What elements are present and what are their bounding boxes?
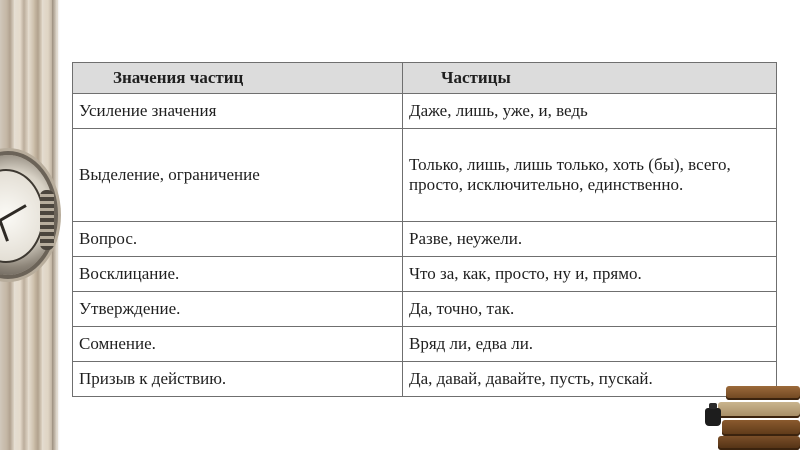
cell-particles: Даже, лишь, уже, и, ведь — [403, 94, 777, 129]
cell-particles: Вряд ли, едва ли. — [403, 327, 777, 362]
table-row — [73, 129, 777, 222]
book — [726, 386, 800, 400]
book — [718, 402, 800, 418]
particles-table — [72, 62, 777, 397]
inkwell-icon — [705, 408, 721, 426]
table-row — [73, 292, 777, 327]
books-icon — [718, 378, 800, 450]
cell-meaning: Усиление значения — [73, 94, 403, 129]
cell-meaning: Утверждение. — [73, 292, 403, 327]
table-row — [73, 94, 777, 129]
cell-meaning: Призыв к действию. — [73, 362, 403, 397]
cell-meaning: Вопрос. — [73, 222, 403, 257]
watch-minute-hand — [0, 220, 9, 242]
cell-particles: Что за, как, просто, ну и, прямо. — [403, 257, 777, 292]
cell-particles: Да, давай, давайте, пусть, пускай. — [403, 362, 777, 397]
cell-meaning: Выделение, ограничение — [73, 129, 403, 222]
table-header-row — [73, 63, 777, 94]
table-row — [73, 327, 777, 362]
cell-particles: Да, точно, так. — [403, 292, 777, 327]
cell-particles: Разве, неужели. — [403, 222, 777, 257]
table-row — [73, 257, 777, 292]
cell-meaning: Сомнение. — [73, 327, 403, 362]
watch-face — [0, 169, 44, 263]
watch-hour-hand — [0, 204, 27, 222]
book — [718, 436, 800, 450]
header-meaning: Значения частиц — [73, 63, 403, 94]
book — [722, 420, 800, 436]
watch-chain — [40, 190, 54, 250]
table-row — [73, 222, 777, 257]
cell-particles: Только, лишь, лишь только, хоть (бы), всего, просто, исключительно, единственно. — [403, 129, 777, 222]
cell-meaning: Восклицание. — [73, 257, 403, 292]
header-particles: Частицы — [403, 63, 777, 94]
table-row — [73, 362, 777, 397]
